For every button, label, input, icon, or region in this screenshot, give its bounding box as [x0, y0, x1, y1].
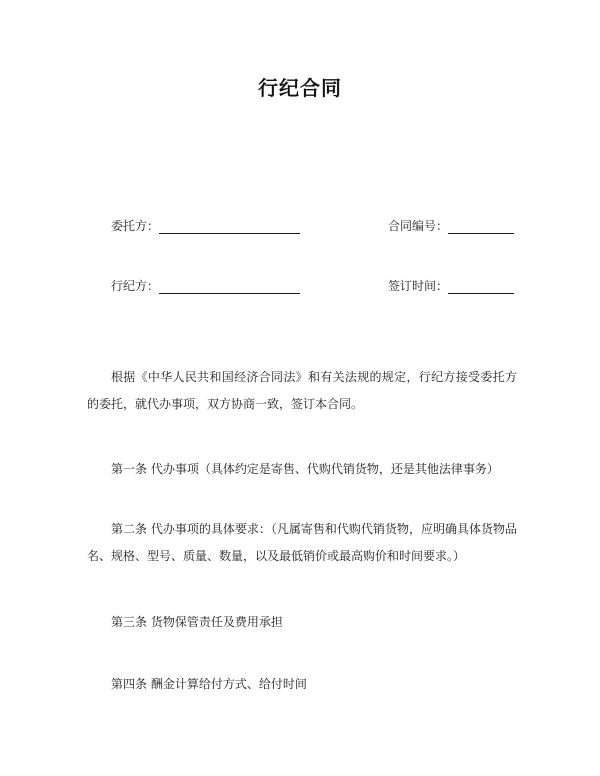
consignor-field	[111, 218, 300, 234]
consignor-label: 委托方：	[111, 219, 160, 233]
commission-agent-field	[111, 278, 300, 294]
commission-agent-label: 行纪方：	[111, 279, 160, 293]
clause-2: 第二条 代办事项的具体要求：（凡属寄售和代购代销货物，应明确具体货物品名、规格、型号、质量、数量，以及最低销价或最高购价和时间要求。）	[87, 522, 517, 563]
clause-3: 第三条 货物保管责任及费用承担	[111, 615, 283, 629]
signing-time-blank-line	[448, 279, 514, 294]
contract-number-field	[388, 218, 514, 234]
contract-number-label: 合同编号：	[388, 219, 449, 233]
clause-4: 第四条 酬金计算给付方式、给付时间	[111, 677, 307, 691]
document-title: 行纪合同	[258, 76, 342, 100]
signing-time-field	[388, 278, 514, 294]
intro-paragraph: 根据《中华人民共和国经济合同法》和有关法规的规定，行纪方接受委托方的委托，就代办事项，双方协商一致，签订本合同。	[87, 370, 517, 411]
commission-agent-blank-line	[159, 279, 300, 294]
contract-number-blank-line	[448, 219, 514, 234]
consignor-blank-line	[159, 219, 300, 234]
signing-time-label: 签订时间：	[388, 279, 449, 293]
clause-1: 第一条 代办事项（具体约定是寄售、代购代销货物，还是其他法律事务）	[111, 462, 499, 476]
